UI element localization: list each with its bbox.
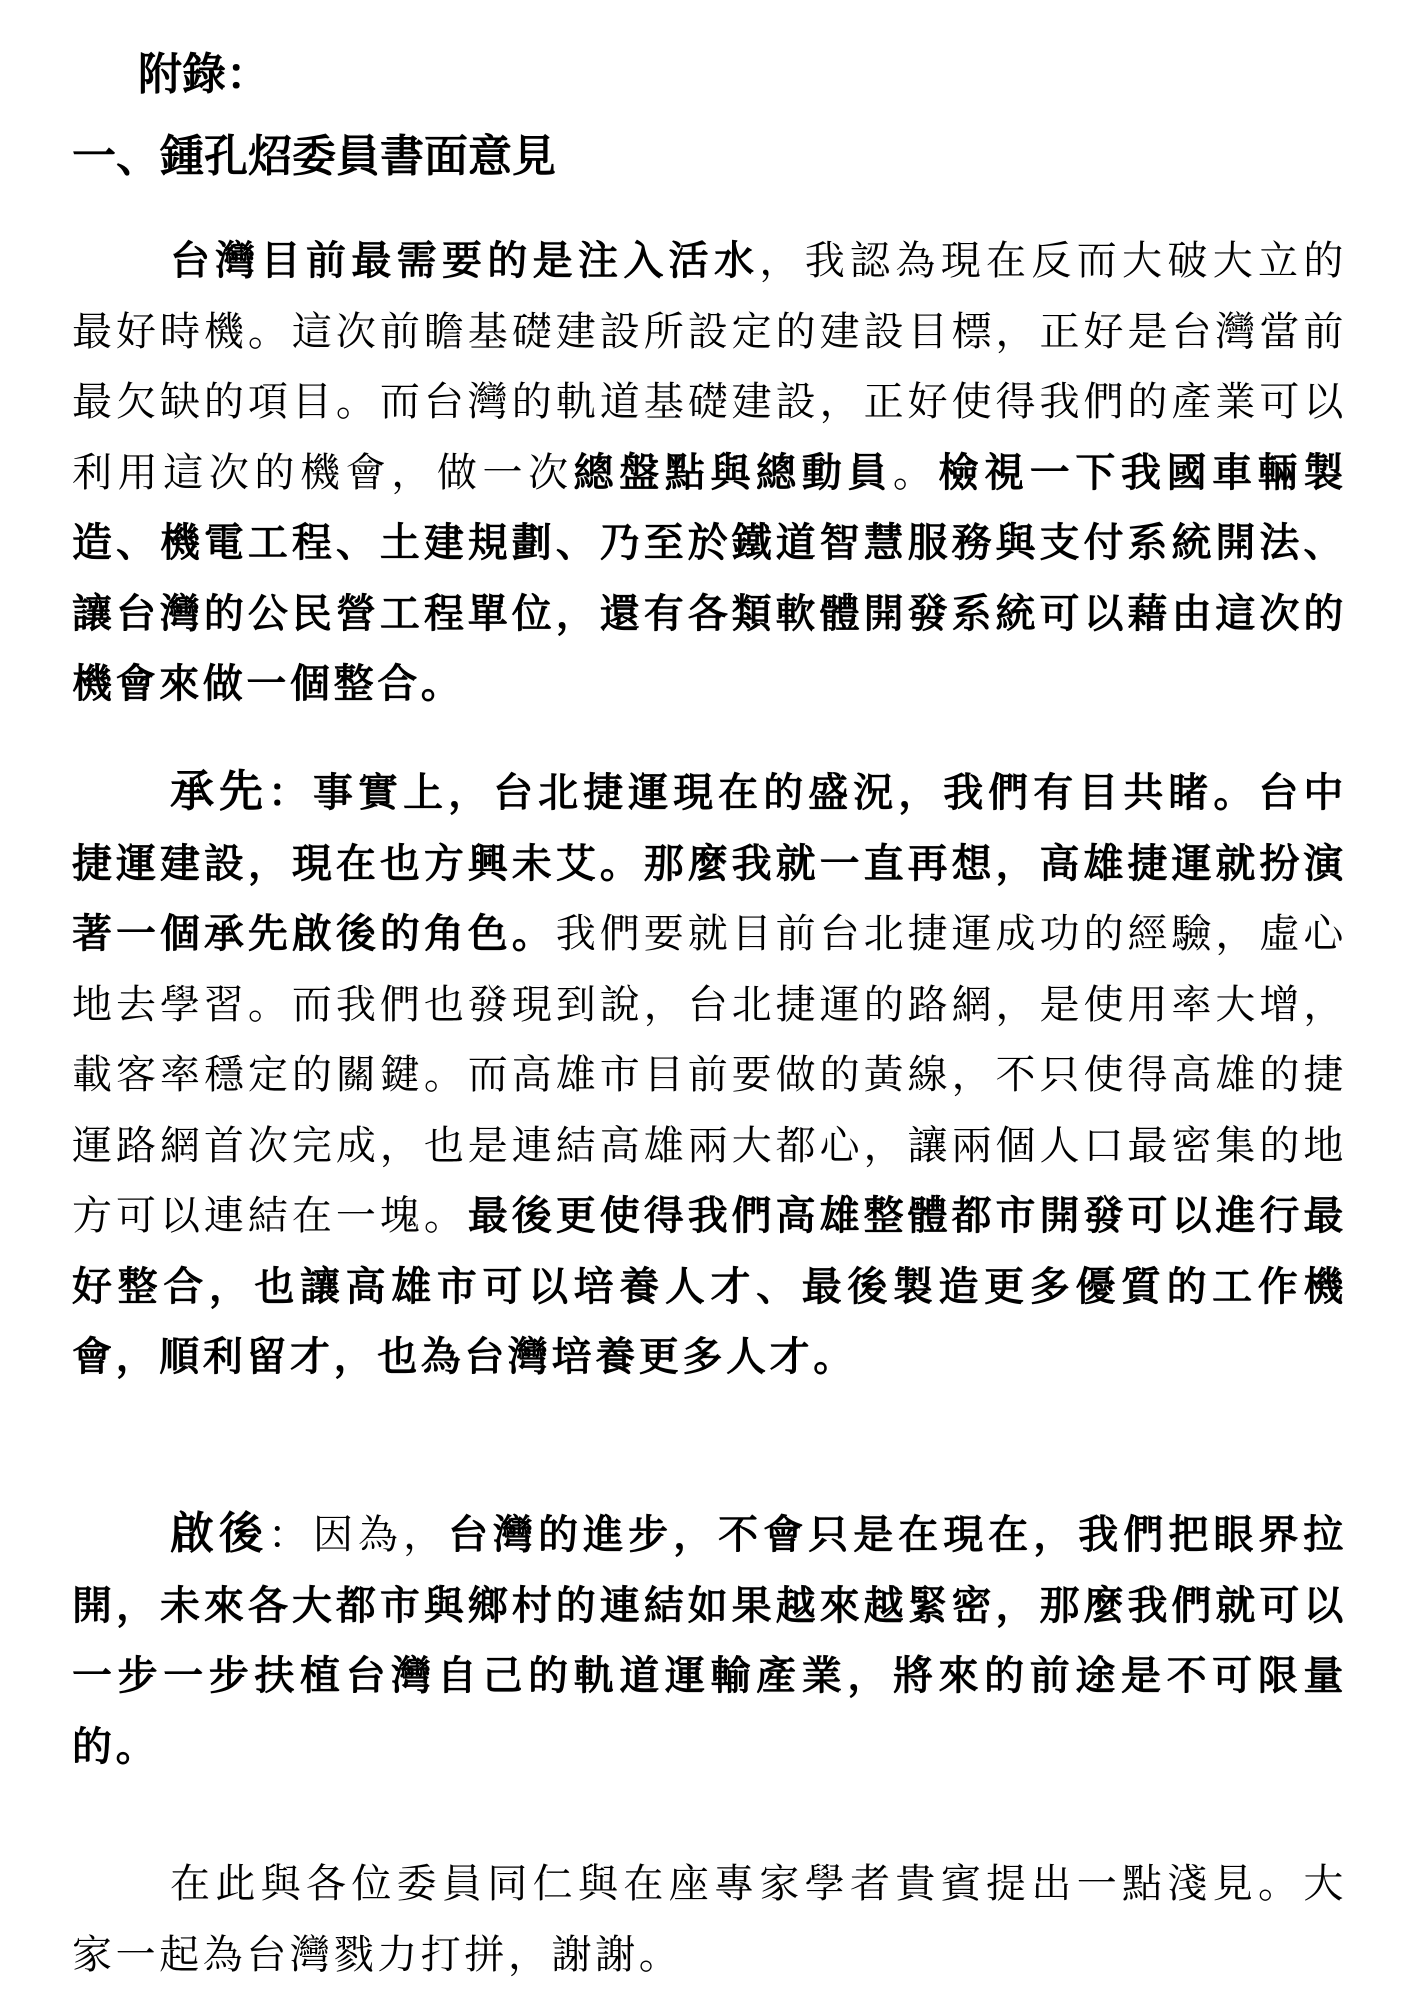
p1-text-1: ，我認為現在反而大破大立的最好時機。這次前瞻基礎建設所設定的建設目標，正好是台灣當前最欠缺的項目。而台灣的軌道基礎建設，正好使得我們的產業可以利用這次的機會，做一次 <box>72 238 1347 496</box>
p3-text-1: ：因為， <box>268 1512 449 1558</box>
p3-bold-1: 台灣的進步，不會只是在現在，我們把眼界拉開，未來各大都市與鄉村的連結如果越來越緊密，那麼我們就可以一步一步扶植台灣自己的軌道運輸產業，將來的前途是不可限量的。 <box>72 1511 1347 1770</box>
p2-bold-2: 最後更使得我們高雄整體都市開發可以進行最好整合，也讓高雄市可以培養人才、最後製造更多優質的工作機會，順利留才，也為台灣培養更多人才。 <box>72 1192 1348 1380</box>
p1-bold-2: 總盤點與總動員 <box>573 448 893 496</box>
p1-bold-3: 檢視一下我國車輛製造、機電工程、土建規劃、乃至於鐵道智慧服務與支付系統開法、讓台灣的公民營工程單位，還有各類軟體開發系統可以藉由這次的機會來做一個整合。 <box>72 448 1347 707</box>
p2-bold-1: ：事實上，台北捷運現在的盛況，我們有目共睹。台中捷運建設，現在也方興未艾。那麼我就一直再想，高雄捷運就扮演著一個承先啟後的角色。 <box>72 769 1347 957</box>
p1-text-2: 。 <box>892 449 939 496</box>
p3-lead: 啟後 <box>170 1508 269 1559</box>
appendix-title: 附錄： <box>138 49 270 100</box>
paragraph-2 <box>72 757 1347 1393</box>
p2-text-1: 我們要就目前台北捷運成功的經驗，虛心地去學習。而我們也發現到說，台北捷運的路網，是使用率大增，載客率穩定的關鍵。而高雄市目前要做的黃線，不只使得高雄的捷運路網首次完成，也是連結高雄兩大都心，讓兩個人口最密集的地方可以連結在一塊。 <box>72 911 1347 1239</box>
section-title: 一、鍾孔炤委員書面意見 <box>72 131 556 182</box>
paragraph-4: 在此與各位委員同仁與在座專家學者貴賓提出一點淺見。大家一起為台灣戮力打拼，謝謝。 <box>72 1861 1347 1978</box>
p1-bold-1: 台灣目前最需要的是注入活水 <box>170 237 760 284</box>
p2-lead: 承先 <box>170 766 269 817</box>
paragraph-3 <box>72 1499 1347 1782</box>
paragraph-1 <box>72 226 1347 720</box>
